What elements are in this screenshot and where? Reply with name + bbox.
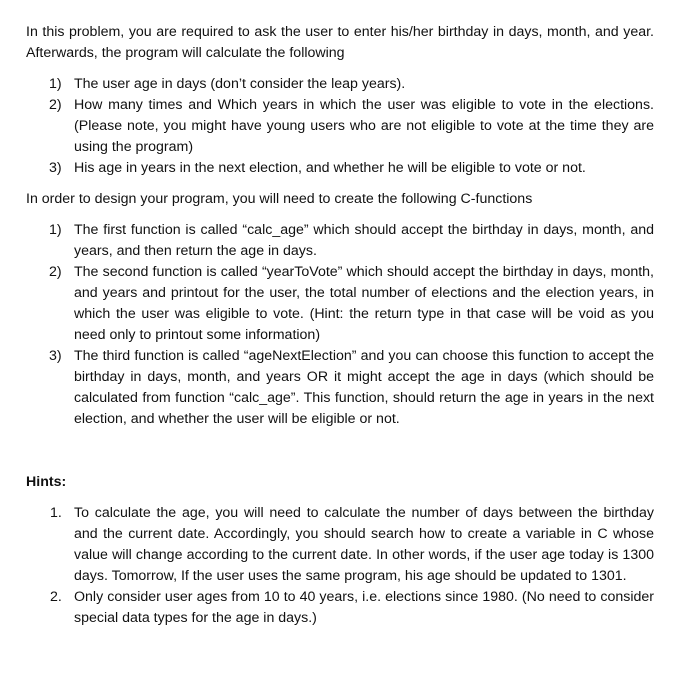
list-item-text: To calculate the age, you will need to calculate the number of days between the birthday and the current date. Accordingly, you should search how to create a variable in C whose value will change according to the current date. In other words, if the user age today is 1300 days. Tomorrow, If the user uses the same program, his age should be updated to 1301.	[74, 505, 654, 584]
list-item-text: How many times and Which years in which the user was eligible to vote in the elections. (Please note, you might have young users who are not eligible to vote at the time they are using the program)	[74, 97, 654, 155]
list-item	[49, 158, 654, 179]
list-item-text: His age in years in the next election, and whether he will be eligible to vote or not.	[74, 160, 586, 176]
list-item	[50, 503, 654, 587]
list-item-text: The first function is called “calc_age” which should accept the birthday in days, month, and years, and then return the age in days.	[74, 222, 654, 259]
list-item	[49, 346, 654, 430]
list-item-number: 1)	[49, 222, 62, 238]
list-item	[49, 262, 654, 346]
list-item-number: 2.	[50, 589, 62, 605]
list-item-text: The user age in days (don’t consider the leap years).	[74, 76, 406, 92]
document-page	[26, 22, 654, 629]
calculation-list	[26, 74, 654, 179]
list-item-text: The third function is called “ageNextElection” and you can choose this function to accept the birthday in days, month, and years OR it might accept the age in days (which should be calculated from function “calc_age”. This function, should return the age in years in the next election, and whether the user will be eligible or not.	[74, 348, 654, 427]
list-item-number: 2)	[49, 97, 62, 113]
intro-paragraph: In this problem, you are required to ask the user to enter his/her birthday in days, month, and year. Afterwards, the program will calculate the following	[26, 24, 654, 61]
hints-list	[26, 503, 654, 629]
list-item-text: The second function is called “yearToVote” which should accept the birthday in days, month, and years and printout for the user, the total number of elections and the election years, in which the user was eligible to vote. (Hint: the return type in that case will be void as you need only to printout some information)	[74, 264, 654, 343]
list-item-text: Only consider user ages from 10 to 40 years, i.e. elections since 1980. (No need to consider special data types for the age in days.)	[74, 589, 654, 626]
design-intro-paragraph: In order to design your program, you will need to create the following C-functions	[26, 191, 533, 207]
list-item-number: 1.	[50, 505, 62, 521]
list-item-number: 3)	[49, 160, 62, 176]
list-item	[49, 220, 654, 262]
list-item-number: 1)	[49, 76, 62, 92]
functions-list	[26, 220, 654, 430]
list-item	[50, 587, 654, 629]
list-item-number: 3)	[49, 348, 62, 364]
list-item	[49, 95, 654, 158]
list-item	[49, 74, 654, 95]
list-item-number: 2)	[49, 264, 62, 280]
hints-heading: Hints:	[26, 474, 67, 490]
